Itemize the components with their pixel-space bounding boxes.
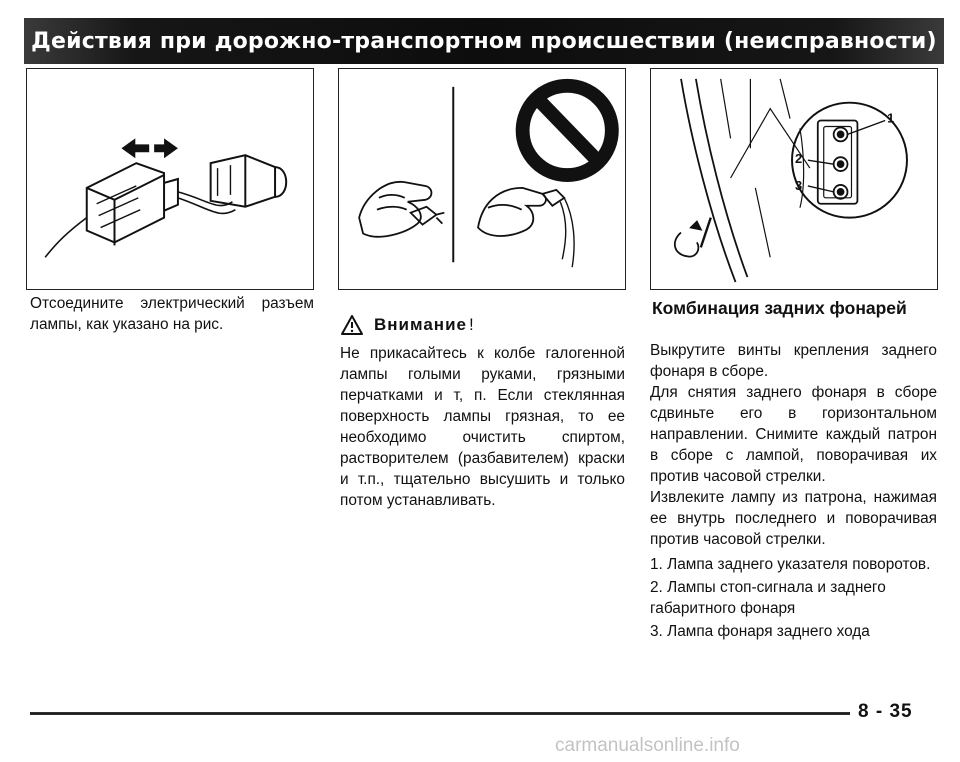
warning-text: Не прикасайтесь к колбе галогенной лампы голыми руками, грязными перчатками и т, п. Если стеклянная поверхность лампы грязная, то ее необходимо очистить спиртом, растворителем (разбавителем) краски и т.п., тщательно высушить и только потом устанавливать.	[340, 345, 625, 509]
callout-1: 1	[887, 110, 895, 126]
warning-heading	[340, 314, 474, 336]
bulb-handling-drawing	[339, 69, 625, 289]
warning-title: Внимание	[374, 315, 467, 334]
page-number: 8 - 35	[858, 701, 913, 722]
figure-rear-lamp-illustration	[650, 68, 938, 290]
list-item: 3. Лампа фонаря заднего хода	[650, 623, 870, 640]
callout-2: 2	[794, 151, 803, 167]
instruction-paragraph-2: Для снятия заднего фонаря в сборе сдвиньте его в горизонтальном направлении. Снимите каждый патрон в сборе с лампой, поворачивая их против часовой стрелки.	[650, 384, 937, 485]
connector-instruction: Отсоедините электрический разъем лампы, как указано на рис.	[30, 295, 314, 333]
lamp-legend-list	[650, 554, 937, 644]
list-item: 2. Лампы стоп-сигнала и заднего габаритного фонаря	[650, 579, 886, 617]
page-header-banner	[24, 18, 944, 64]
rear-lamp-drawing	[651, 69, 937, 289]
watermark: carmanualsonline.info	[555, 735, 740, 756]
warning-triangle-icon	[340, 314, 364, 336]
connector-drawing	[27, 69, 313, 289]
section-heading-rear-lights: Комбинация задних фонарей	[652, 298, 907, 318]
page-title: Действия при дорожно-транспортном происшествии (неисправности)	[31, 28, 937, 54]
callout-3: 3	[794, 177, 803, 193]
instruction-paragraph-3: Извлеките лампу из патрона, нажимая ее внутрь последнего и поворачивая против часовой стрелки.	[650, 489, 937, 548]
footer-rule	[30, 712, 850, 715]
warning-mark: !	[468, 315, 474, 334]
figure-connector-illustration	[26, 68, 314, 290]
list-item: 1. Лампа заднего указателя поворотов.	[650, 556, 931, 573]
instruction-paragraph-1: Выкрутите винты крепления заднего фонаря в сборе.	[650, 342, 937, 380]
prohibited-icon	[523, 86, 612, 175]
rear-lights-instructions	[650, 340, 937, 550]
figure-bulb-handling-illustration	[338, 68, 626, 290]
